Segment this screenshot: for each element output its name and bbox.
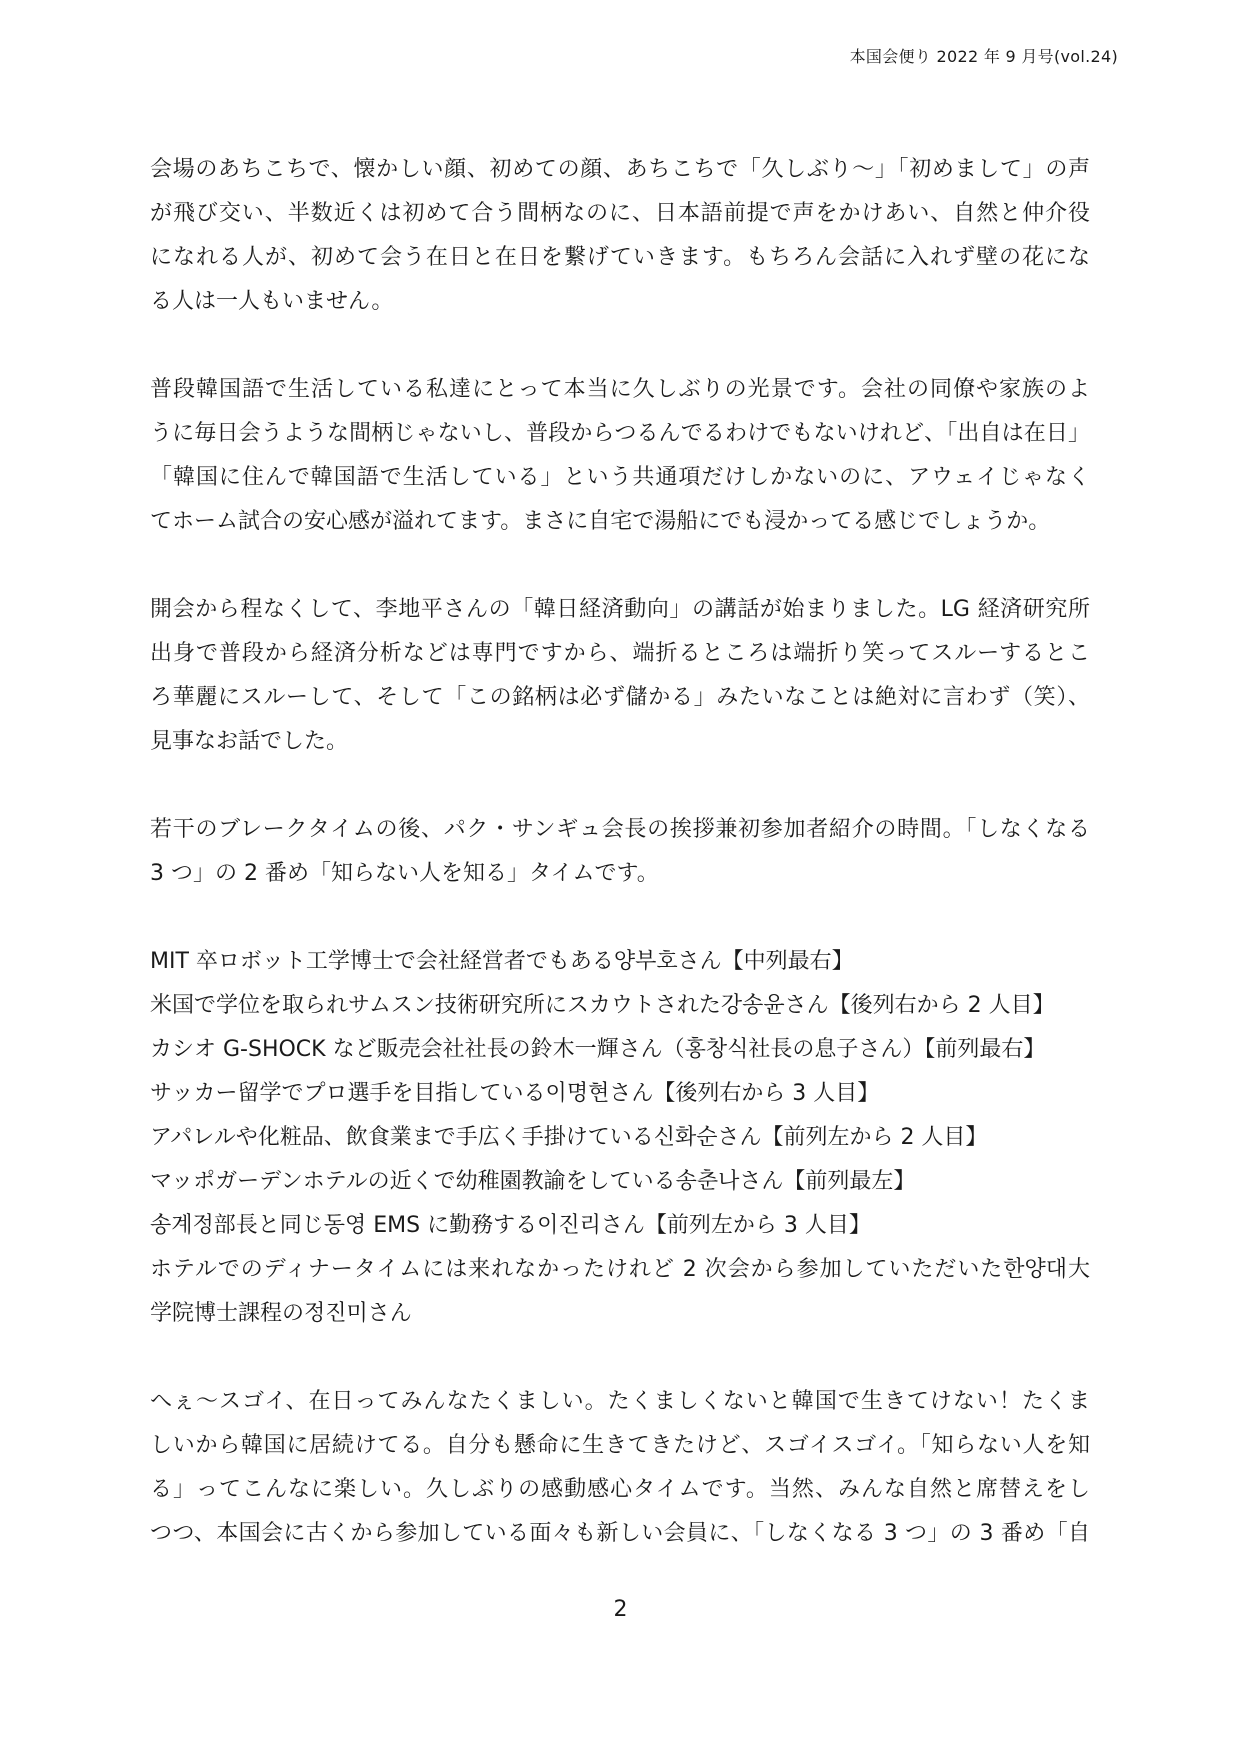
text-line: 3 つ」の 2 番め「知らない人を知る」タイムです。 — [150, 861, 659, 886]
text-line: 会場のあちこちで、懐かしい顔、初めての顔、あちこちで「久しぶり～」「初めまして」の声 — [150, 157, 1090, 182]
running-header: 本国会便り 2022 年 9 月号(vol.24) — [849, 47, 1118, 66]
participant-item: サッカー留学でプロ選手を目指している이명현さん【後列右から 3 人目】 — [150, 1081, 880, 1106]
text-line: うに毎日会うような間柄じゃないし、普段からつるんでるわけでもないけれど、「出自は在日」 — [150, 421, 1090, 446]
paragraph-reunion-scene — [150, 148, 1090, 324]
page-number: 2 — [613, 1597, 628, 1622]
text-line: 開会から程なくして、李地平さんの「韓日経済動向」の講話が始まりました。LG 経済研究所 — [150, 597, 1090, 622]
text-line: る人は一人もいません。 — [150, 289, 394, 314]
participant-item: マッポガーデンホテルの近くで幼稚園教諭をしている송춘나さん【前列最左】 — [150, 1169, 916, 1194]
text-line: 見事なお話でした。 — [150, 729, 349, 754]
participant-item: アパレルや化粧品、飲食業まで手広く手掛けている신화순さん【前列左から 2 人目】 — [150, 1125, 988, 1150]
participant-item: ホテルでのディナータイムには来れなかったけれど 2 次会から参加していただいた한양대大 — [150, 1257, 1090, 1282]
article-body — [150, 148, 1090, 1600]
participant-list — [150, 940, 1090, 1336]
text-line: てホーム試合の安心感が溢れてます。まさに自宅で湯船にでも浸かってる感じでしょうか。 — [150, 509, 1051, 534]
text-line: ろ華麗にスルーして、そして「この銘柄は必ず儲かる」みたいなことは絶対に言わず（笑）、 — [150, 685, 1090, 710]
text-line: 若干のブレークタイムの後、パク・サンギュ会長の挨拶兼初参加者紹介の時間。「しなくなる — [150, 817, 1090, 842]
text-line: になれる人が、初めて会う在日と在日を繋げていきます。もちろん会話に入れず壁の花にな — [150, 245, 1090, 270]
paragraph-home-feeling — [150, 368, 1090, 544]
text-line: へぇ～スゴイ、在日ってみんなたくましい。たくましくないと韓国で生きてけない！たくま — [150, 1389, 1090, 1414]
paragraph-economic-talk — [150, 588, 1090, 764]
text-line: つつ、本国会に古くから参加している面々も新しい会員に、「しなくなる 3 つ」の 3 番め「自 — [150, 1521, 1090, 1546]
text-line: しいから韓国に居続けてる。自分も懸命に生きてきたけど、スゴイスゴイ。「知らない人を知 — [150, 1433, 1090, 1458]
participant-item: MIT 卒ロボット工学博士で会社経営者でもある양부호さん【中列最右】 — [150, 949, 854, 974]
paragraph-impressions — [150, 1380, 1090, 1556]
text-line: 「韓国に住んで韓国語で生活している」という共通項だけしかないのに、アウェイじゃなく — [150, 465, 1090, 490]
text-line: 出身で普段から経済分析などは専門ですから、端折るところは端折り笑ってスルーするとこ — [150, 641, 1090, 666]
participant-item: 송계정部長と同じ동영 EMS に勤務する이진리さん【前列左から 3 人目】 — [150, 1213, 871, 1238]
participant-item: カシオ G-SHOCK など販売会社社長の鈴木一輝さん（홍창식社長の息子さん）【前列最右】 — [150, 1037, 1046, 1062]
text-line: 普段韓国語で生活している私達にとって本当に久しぶりの光景です。会社の同僚や家族のよ — [150, 377, 1090, 402]
participant-item: 米国で学位を取られサムスン技術研究所にスカウトされた강송윤さん【後列右から 2 人目】 — [150, 993, 1055, 1018]
paragraph-introductions — [150, 808, 1090, 896]
text-line: る」ってこんなに楽しい。久しぶりの感動感心タイムです。当然、みんな自然と席替えをし — [150, 1477, 1090, 1502]
participant-item-continued: 学院博士課程の정진미さん — [150, 1301, 412, 1326]
text-line: が飛び交い、半数近くは初めて合う間柄なのに、日本語前提で声をかけあい、自然と仲介役 — [150, 201, 1090, 226]
